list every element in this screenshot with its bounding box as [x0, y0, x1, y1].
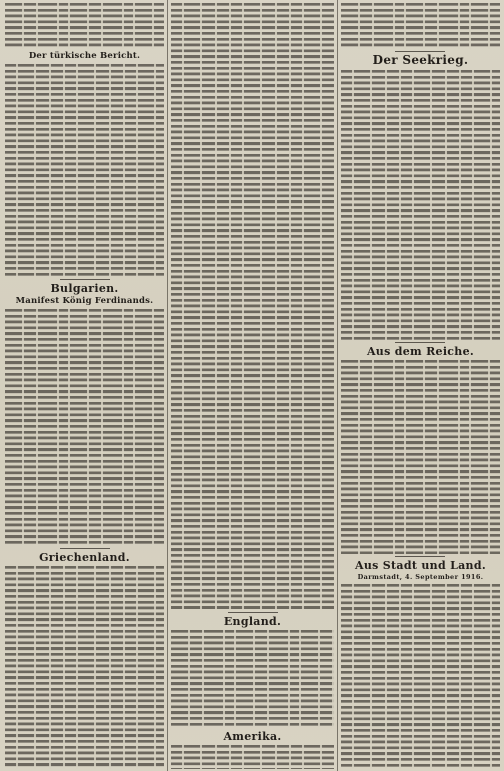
section-separator [395, 342, 445, 343]
article-text-block [171, 630, 334, 727]
section-heading: Aus dem Reiche. [366, 345, 475, 358]
article-text-block [5, 566, 164, 769]
section-heading: Amerika. [223, 730, 282, 743]
article-text-block [5, 3, 164, 49]
section-separator [395, 51, 445, 52]
section-heading: Aus Stadt und Land. [355, 559, 486, 572]
section-heading: Griechenland. [39, 551, 130, 564]
article-text-block [5, 309, 164, 546]
article-text-block [5, 64, 164, 276]
section-heading: England. [223, 615, 282, 628]
article-text-block [341, 3, 500, 49]
column-divider [337, 0, 338, 771]
section-separator [60, 548, 110, 549]
article-text-block [341, 360, 500, 554]
article-text-block [171, 3, 334, 609]
section-heading: Bulgarien. [50, 282, 119, 295]
section-subheading: Manifest König Ferdinands. [15, 296, 154, 306]
article-text-block [341, 584, 500, 769]
section-separator [228, 612, 278, 613]
article-text-block [341, 70, 500, 340]
section-separator [60, 279, 110, 280]
dateline: Darmstadt, 4. September 1916. [357, 573, 484, 581]
section-heading: Der türkische Bericht. [28, 51, 141, 61]
section-heading: Der Seekrieg. [372, 53, 469, 67]
column-divider [167, 0, 168, 771]
article-text-block [171, 745, 334, 769]
section-separator [395, 556, 445, 557]
